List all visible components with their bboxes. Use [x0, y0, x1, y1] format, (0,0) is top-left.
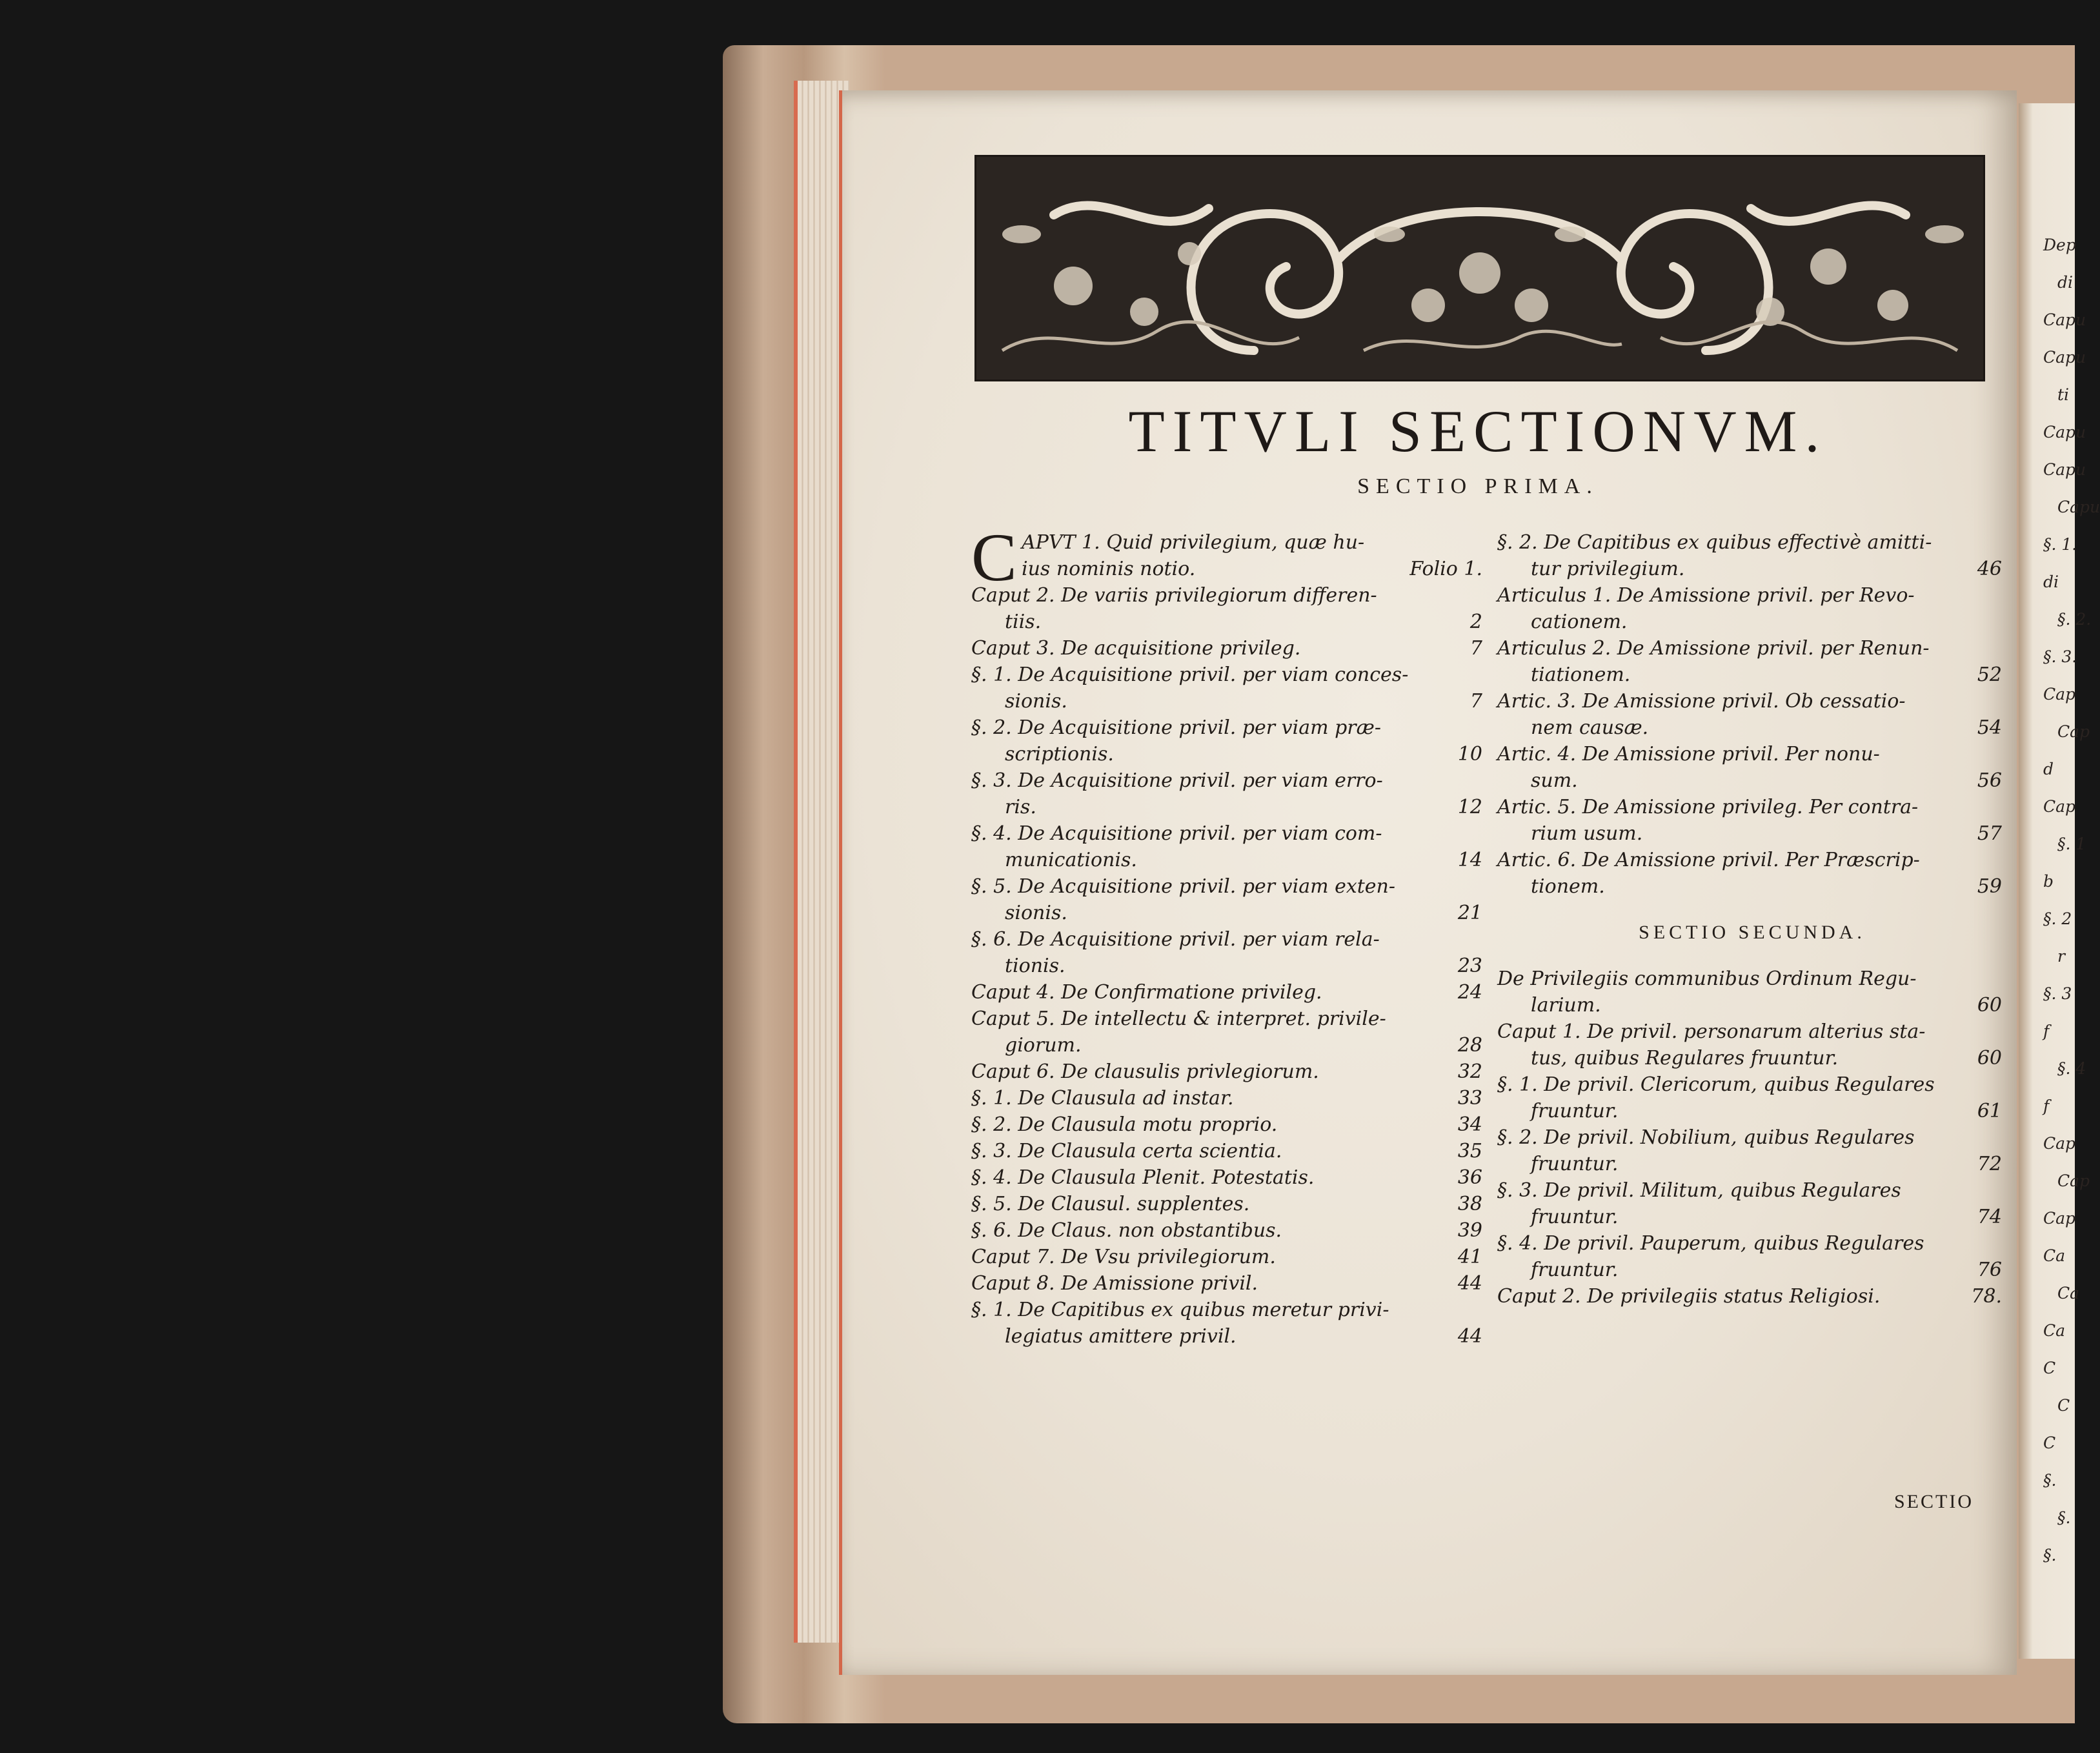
facing-page-text-fragment: di	[2057, 273, 2073, 292]
toc-entry	[971, 1164, 1488, 1191]
toc-entry	[971, 1085, 1488, 1111]
headpiece-ornament-graphic	[976, 157, 1983, 380]
toc-entry-line: fruuntur.	[1531, 1100, 1619, 1122]
drop-cap: C	[971, 520, 1017, 595]
toc-page-number: 44	[1457, 1325, 1482, 1348]
toc-page-number: 72	[1977, 1153, 2002, 1175]
toc-entry-line: cationem.	[1531, 611, 1628, 633]
facing-page-text-fragment: §. 2	[2043, 909, 2072, 928]
toc-page-number: 59	[1977, 875, 2002, 898]
toc-page-number: 35	[1457, 1140, 1482, 1162]
toc-entry-line: Articulus 2. De Amissione privil. per Renun-	[1497, 637, 1930, 660]
facing-page-text-fragment: §. 3.	[2043, 647, 2077, 666]
contents-right-column	[1497, 529, 2007, 1310]
facing-page-fragment	[2019, 103, 2100, 1659]
facing-page-text-fragment: Capu	[2043, 310, 2086, 329]
toc-entry	[1497, 529, 2007, 582]
facing-page-text-fragment: §. 1	[2057, 835, 2086, 853]
toc-page-number: 54	[1977, 716, 2002, 739]
toc-entry	[971, 926, 1488, 979]
facing-page-text-fragment: Cap	[2057, 722, 2090, 741]
toc-entry-line: De Privilegiis communibus Ordinum Regu-	[1497, 968, 1917, 990]
facing-page-text-fragment: Capu	[2057, 498, 2100, 516]
facing-page-text-fragment: Cap	[2057, 1171, 2090, 1190]
toc-entry-line: Artic. 4. De Amissione privil. Per nonu-	[1497, 743, 1880, 765]
toc-entry-line: tionem.	[1531, 875, 1605, 898]
toc-entry-line: Articulus 1. De Amissione privil. per Revo-	[1497, 584, 1915, 607]
toc-page-number: 52	[1977, 664, 2002, 686]
toc-page-number: 28	[1457, 1034, 1482, 1057]
toc-entry	[971, 1217, 1488, 1244]
toc-entry-line: rium usum.	[1531, 822, 1643, 845]
toc-page-number: 36	[1457, 1166, 1482, 1189]
toc-page-number: 44	[1457, 1272, 1482, 1295]
toc-entry	[1497, 1124, 2007, 1177]
toc-entry-line: §. 6. De Claus. non obstantibus.	[971, 1219, 1282, 1242]
toc-entry-line: Caput 4. De Confirmatione privileg.	[971, 981, 1322, 1004]
toc-entry	[971, 662, 1488, 714]
toc-entry	[971, 979, 1488, 1006]
toc-page-number: 38	[1457, 1193, 1482, 1215]
toc-entry-line: APVT 1. Quid privilegium, quæ hu-	[1022, 531, 1365, 554]
contents-left-column	[971, 520, 1488, 1350]
toc-entry-line: Caput 8. De Amissione privil.	[971, 1272, 1258, 1295]
toc-page-number: Folio 1.	[1409, 558, 1482, 580]
toc-entry-line: ris.	[1005, 796, 1036, 818]
facing-page-text-fragment: §.	[2043, 1546, 2057, 1565]
toc-entry-line: tiationem.	[1531, 664, 1631, 686]
toc-entry	[1497, 635, 2007, 688]
toc-entry-line: fruuntur.	[1531, 1153, 1619, 1175]
toc-entry-line: §. 2. De Clausula motu proprio.	[971, 1113, 1278, 1136]
toc-entry-line: §. 6. De Acquisitione privil. per viam rela-	[971, 928, 1380, 951]
toc-page-number: 14	[1457, 849, 1482, 871]
toc-entry-line: §. 3. De Acquisitione privil. per viam erro-	[971, 769, 1383, 792]
toc-entry	[1497, 1283, 2007, 1310]
toc-entry-line: Artic. 5. De Amissione privileg. Per contra-	[1497, 796, 1919, 818]
toc-entry	[971, 820, 1488, 873]
toc-entry	[1497, 741, 2007, 794]
toc-entry	[1497, 966, 2007, 1018]
toc-page-number: 12	[1457, 796, 1482, 818]
toc-entry-line: fruuntur.	[1531, 1259, 1619, 1281]
toc-page-number: 60	[1977, 1047, 2002, 1069]
toc-entry-line: ius nominis notio.	[1022, 558, 1196, 580]
toc-entry-line: Caput 2. De privilegiis status Religiosi.	[1497, 1285, 1881, 1308]
toc-page-number: 60	[1977, 994, 2002, 1017]
toc-page-number: 2	[1469, 611, 1482, 633]
facing-page-text-fragment: f	[2043, 1022, 2050, 1040]
toc-page-number: 78.	[1971, 1285, 2002, 1308]
toc-entry-line: §. 4. De Acquisitione privil. per viam com-	[971, 822, 1382, 845]
facing-page-text-fragment: §. 1.	[2043, 535, 2077, 554]
facing-page-text-fragment: d	[2043, 760, 2054, 778]
toc-entry-line: §. 1. De Capitibus ex quibus meretur privi-	[971, 1299, 1389, 1321]
toc-entry	[971, 1244, 1488, 1270]
toc-entry	[971, 635, 1488, 662]
toc-entry	[971, 1006, 1488, 1059]
toc-entry	[1497, 1018, 2007, 1071]
toc-entry	[971, 1270, 1488, 1297]
toc-entry-line: tionis.	[1005, 955, 1065, 977]
facing-page-text-fragment: Cap	[2043, 1209, 2076, 1228]
facing-page-text-fragment: Capu	[2043, 348, 2086, 367]
facing-page-text-fragment: §. 3	[2043, 984, 2072, 1003]
toc-entry	[1497, 847, 2007, 900]
toc-entry	[971, 1111, 1488, 1138]
toc-entry-line: municationis.	[1005, 849, 1137, 871]
toc-entry-line: Artic. 6. De Amissione privil. Per Præscrip-	[1497, 849, 1920, 871]
toc-entry-line: §. 5. De Clausul. supplentes.	[971, 1193, 1250, 1215]
toc-entry-line: larium.	[1531, 994, 1601, 1017]
toc-entry-line: §. 1. De Clausula ad instar.	[971, 1087, 1234, 1110]
toc-entry-line: §. 1. De privil. Clericorum, quibus Regulares	[1497, 1073, 1935, 1096]
toc-entry	[971, 1059, 1488, 1085]
toc-entry	[971, 1138, 1488, 1164]
toc-entry	[971, 582, 1488, 635]
toc-entry-line: §. 2. De privil. Nobilium, quibus Regulares	[1497, 1126, 1915, 1149]
toc-entry-line: legiatus amittere privil.	[1005, 1325, 1237, 1348]
toc-page-number: 10	[1457, 743, 1482, 765]
section-subtitle: SECTIO PRIMA.	[1357, 474, 1599, 498]
toc-entry-line: Caput 5. De intellectu & interpret. privile-	[971, 1008, 1386, 1030]
toc-entry	[1497, 1177, 2007, 1230]
facing-page-text-fragment: Capu	[2043, 423, 2086, 441]
toc-entry-line: nem causæ.	[1531, 716, 1649, 739]
toc-entry-line: Caput 1. De privil. personarum alterius sta-	[1497, 1020, 1926, 1043]
toc-entry-line: §. 3. De Clausula certa scientia.	[971, 1140, 1282, 1162]
catchword: SECTIO	[1894, 1491, 1974, 1512]
toc-entry-line: sionis.	[1005, 690, 1067, 713]
facing-page-text-fragment: Ca	[2043, 1321, 2066, 1340]
toc-page-number: 21	[1457, 902, 1482, 924]
toc-entry-line: Artic. 3. De Amissione privil. Ob cessatio-	[1497, 690, 1906, 713]
toc-entry-line: giorum.	[1005, 1034, 1082, 1057]
toc-page-number: 33	[1457, 1087, 1482, 1110]
facing-page-text-fragment: Cap	[2043, 685, 2076, 704]
toc-entry-line: §. 2. De Acquisitione privil. per viam præ-	[971, 716, 1381, 739]
toc-entry-line: §. 3. De privil. Militum, quibus Regulares	[1497, 1179, 1901, 1202]
toc-entry-line: §. 2. De Capitibus ex quibus effectivè amitti-	[1497, 531, 1932, 554]
toc-entry	[971, 873, 1488, 926]
facing-page-text-fragment: §. 4	[2057, 1059, 2086, 1078]
toc-page-number: 56	[1977, 769, 2002, 792]
toc-entry-line: Caput 6. De clausulis privlegiorum.	[971, 1060, 1319, 1083]
facing-page-text-fragment: C	[2057, 1396, 2070, 1415]
toc-entry-line: §. 4. De privil. Pauperum, quibus Regulares	[1497, 1232, 1924, 1255]
toc-page-number: 61	[1977, 1100, 2002, 1122]
toc-page-number: 24	[1457, 981, 1482, 1004]
toc-page-number: 34	[1457, 1113, 1482, 1136]
toc-entry-line: tus, quibus Regulares fruuntur.	[1531, 1047, 1839, 1069]
toc-entry	[1497, 1071, 2007, 1124]
facing-page-text-fragment: r	[2057, 947, 2065, 966]
toc-page-number: 74	[1977, 1206, 2002, 1228]
toc-entry	[971, 767, 1488, 820]
facing-page-text-fragment: §. 2.	[2057, 610, 2092, 629]
toc-page-number: 76	[1977, 1259, 2002, 1281]
facing-page-text-fragment: Ca	[2057, 1284, 2080, 1302]
facing-page-text-fragment: §.	[2057, 1508, 2071, 1527]
facing-page-text-fragment: Ca	[2043, 1246, 2066, 1265]
toc-entry-line: §. 5. De Acquisitione privil. per viam exten-	[971, 875, 1396, 898]
right-column-section-one	[1497, 529, 2007, 900]
toc-entry	[1497, 582, 2007, 635]
facing-page-text-fragment: f	[2043, 1097, 2050, 1115]
toc-entry-line: Caput 2. De variis privilegiorum differen-	[971, 584, 1377, 607]
toc-entry-line: §. 4. De Clausula Plenit. Potestatis.	[971, 1166, 1315, 1189]
toc-entry-line: tiis.	[1005, 611, 1042, 633]
toc-entry-line: scriptionis.	[1005, 743, 1114, 765]
toc-entry-line: Caput 7. De Vsu privilegiorum.	[971, 1246, 1276, 1268]
toc-page-number: 46	[1977, 558, 2002, 580]
facing-page-text-fragment: Dep	[2043, 236, 2076, 254]
page-title: TITVLI SECTIONVM.	[1128, 398, 1828, 464]
toc-entry	[1497, 688, 2007, 741]
toc-entry	[971, 714, 1488, 767]
toc-entry-line: fruuntur.	[1531, 1206, 1619, 1228]
facing-page-text-fragment: di	[2043, 573, 2059, 591]
toc-page-number: 57	[1977, 822, 2002, 845]
facing-page-text-fragment: C	[2043, 1359, 2056, 1377]
facing-page-text-fragment: Cap	[2043, 1134, 2076, 1153]
right-column-section-two	[1497, 966, 2007, 1310]
toc-page-number: 7	[1469, 690, 1482, 713]
toc-entry-line: §. 1. De Acquisitione privil. per viam conces-	[971, 664, 1409, 686]
toc-entry	[1497, 1230, 2007, 1283]
section-two-heading: SECTIO SECUNDA.	[1639, 922, 1866, 943]
facing-page-text-fragment: Capu	[2043, 460, 2086, 479]
ornamental-headpiece	[974, 155, 1985, 381]
toc-entry-line: Caput 3. De acquisitione privileg.	[971, 637, 1301, 660]
toc-entry-line: tur privilegium.	[1531, 558, 1685, 580]
toc-page-number: 7	[1469, 637, 1482, 660]
facing-page-text-fragment: ti	[2057, 385, 2070, 404]
facing-page-text-fragment: C	[2043, 1434, 2056, 1452]
facing-page-text-fragment: Cap	[2043, 797, 2076, 816]
toc-page-number: 39	[1457, 1219, 1482, 1242]
toc-page-number: 23	[1457, 955, 1482, 977]
toc-entry-line: sionis.	[1005, 902, 1067, 924]
toc-entry-line: sum.	[1531, 769, 1578, 792]
toc-entry	[1497, 794, 2007, 847]
toc-page-number: 41	[1457, 1246, 1482, 1268]
toc-entry	[971, 520, 1488, 595]
toc-entry	[971, 1297, 1488, 1350]
facing-page-text-fragment: b	[2043, 872, 2054, 891]
toc-entry	[971, 1191, 1488, 1217]
toc-page-number: 32	[1457, 1060, 1482, 1083]
facing-page-text-fragment: §.	[2043, 1471, 2057, 1490]
